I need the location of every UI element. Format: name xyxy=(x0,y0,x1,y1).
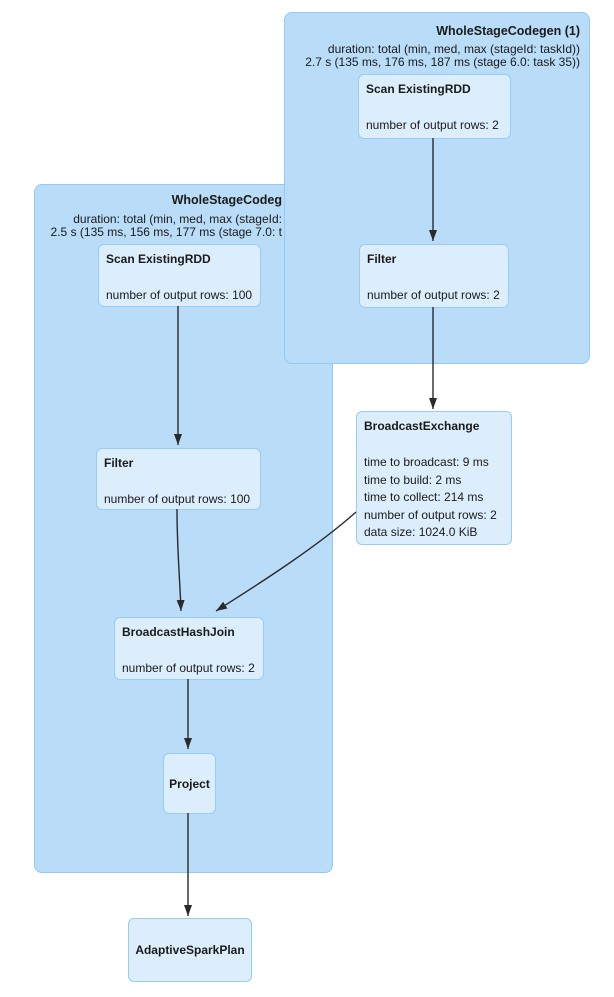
cluster-left-duration-line1: duration: total (min, med, max (stageId: xyxy=(73,212,282,226)
metric: number of output rows: 2 xyxy=(364,507,497,522)
metric: time to build: 2 ms xyxy=(364,472,462,487)
node-metrics xyxy=(122,660,256,678)
node-metrics xyxy=(366,117,503,135)
metric: number of output rows: 2 xyxy=(122,661,255,675)
node-filter-left[interactable] xyxy=(96,448,261,510)
node-broadcasthashjoin[interactable] xyxy=(114,617,264,680)
node-title: AdaptiveSparkPlan xyxy=(135,943,245,957)
cluster-left-title: WholeStageCodeg xyxy=(171,193,282,207)
node-filter-right[interactable] xyxy=(359,244,509,308)
metric: number of output rows: 100 xyxy=(106,288,253,302)
node-title: BroadcastHashJoin xyxy=(122,625,235,639)
node-title: Scan ExistingRDD xyxy=(106,252,211,266)
cluster-right-duration-line2: 2.7 s (135 ms, 176 ms, 187 ms (stage 6.0: task 35)) xyxy=(305,55,580,69)
node-scan-existingrdd-left[interactable] xyxy=(98,244,261,307)
cluster-left-duration-line2: 2.5 s (135 ms, 156 ms, 177 ms (stage 7.0: t xyxy=(50,225,282,239)
metric: number of output rows: 100 xyxy=(104,492,251,506)
node-adaptivesparkplan[interactable] xyxy=(128,918,252,982)
node-project[interactable] xyxy=(163,753,216,814)
cluster-wholestagecodegen-1 xyxy=(284,12,590,364)
node-title: Project xyxy=(169,776,210,791)
metric: number of output rows: 2 xyxy=(367,288,500,302)
node-title: Filter xyxy=(367,252,397,266)
node-metrics xyxy=(364,454,504,542)
node-title: Scan ExistingRDD xyxy=(366,82,471,96)
node-scan-existingrdd-right[interactable] xyxy=(358,74,511,139)
metric: time to collect: 214 ms xyxy=(364,490,484,504)
node-title: Filter xyxy=(104,456,134,470)
metric: time to broadcast: 9 ms xyxy=(364,455,489,469)
node-metrics xyxy=(104,491,253,509)
cluster-right-duration xyxy=(305,43,580,69)
cluster-right-duration-line1: duration: total (min, med, max (stageId: taskId)) xyxy=(327,42,580,56)
node-metrics xyxy=(367,287,501,305)
node-broadcastexchange[interactable] xyxy=(356,411,512,545)
metric: number of output rows: 2 xyxy=(366,118,499,132)
cluster-left-duration xyxy=(51,213,282,239)
node-metrics xyxy=(106,287,253,305)
metric: data size: 1024.0 KiB xyxy=(364,525,478,539)
node-title: BroadcastExchange xyxy=(364,419,480,433)
cluster-right-title: WholeStageCodegen (1) xyxy=(436,24,580,38)
